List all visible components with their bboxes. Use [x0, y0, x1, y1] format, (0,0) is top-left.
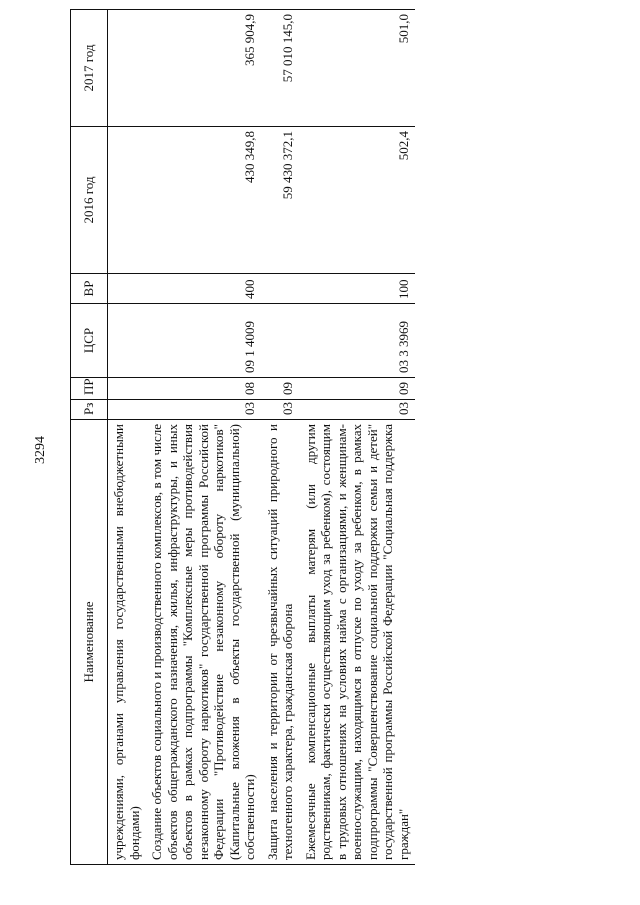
- col-header-name: Наименование: [71, 420, 108, 865]
- row-vr: [262, 274, 300, 304]
- row-2016: 430 349,8: [146, 127, 262, 274]
- page-number: 3294: [33, 436, 48, 464]
- row-2016: 502,4: [300, 127, 416, 274]
- table-row: [146, 10, 262, 865]
- col-header-2017: 2017 год: [71, 10, 108, 127]
- row-rz: 03: [262, 400, 300, 420]
- row-csr: 03 3 3969: [300, 304, 416, 378]
- col-header-pr: ПР: [71, 378, 108, 400]
- col-header-vr: ВР: [71, 274, 108, 304]
- row-2016: 59 430 372,1: [262, 127, 300, 274]
- table-row: [300, 10, 416, 865]
- row-pr: 09: [262, 378, 300, 400]
- row-pr: 09: [300, 378, 416, 400]
- row-rz: 03: [300, 400, 416, 420]
- row-name: учреждениями, органами управления государственными внебюджетными фондами): [108, 420, 147, 865]
- row-vr: 400: [146, 274, 262, 304]
- col-header-2016: 2016 год: [71, 127, 108, 274]
- table-header-row: [71, 10, 108, 865]
- row-2016: [108, 127, 147, 274]
- row-2017: 501,0: [300, 10, 416, 127]
- row-rz: 03: [146, 400, 262, 420]
- row-csr: [262, 304, 300, 378]
- row-csr: [108, 304, 147, 378]
- row-pr: [108, 378, 147, 400]
- row-2017: 365 904,9: [146, 10, 262, 127]
- row-csr: 09 1 4009: [146, 304, 262, 378]
- col-header-rz: Рз: [71, 400, 108, 420]
- row-vr: [108, 274, 147, 304]
- col-header-csr: ЦСР: [71, 304, 108, 378]
- budget-table: [70, 9, 415, 865]
- row-2017: 57 010 145,0: [262, 10, 300, 127]
- row-name: Ежемесячные компенсационные выплаты матерям (или другим родственникам, фактически осуществляющим уход за ребенком), состоящим в трудовых отношениях на условиях найма с организациями, и женщинам-военнослужащим, находящимся в отпуске по уходу за ребенком, в рамках подпрограммы "Совершенствование социальной поддержки семьи и детей" государственной программы Российской Федерации "Социальная поддержка граждан": [300, 420, 416, 865]
- row-name: Защита населения и территории от чрезвычайных ситуаций природного и техногенного характера, гражданская оборона: [262, 420, 300, 865]
- row-name: Создание объектов социального и производственного комплексов, в том числе объектов общегражданского назначения, жилья, инфраструктуры, и иных объектов в рамках подпрограммы "Комплексные меры противодействия незаконному обороту наркотиков" государственной программы Российской Федерации "Противодействие незаконному обороту наркотиков" (Капитальные вложения в объекты государственной (муниципальной) собственности): [146, 420, 262, 865]
- row-vr: 100: [300, 274, 416, 304]
- table-row: [262, 10, 300, 865]
- row-rz: [108, 400, 147, 420]
- row-pr: 08: [146, 378, 262, 400]
- row-2017: [108, 10, 147, 127]
- table-row: [108, 10, 147, 865]
